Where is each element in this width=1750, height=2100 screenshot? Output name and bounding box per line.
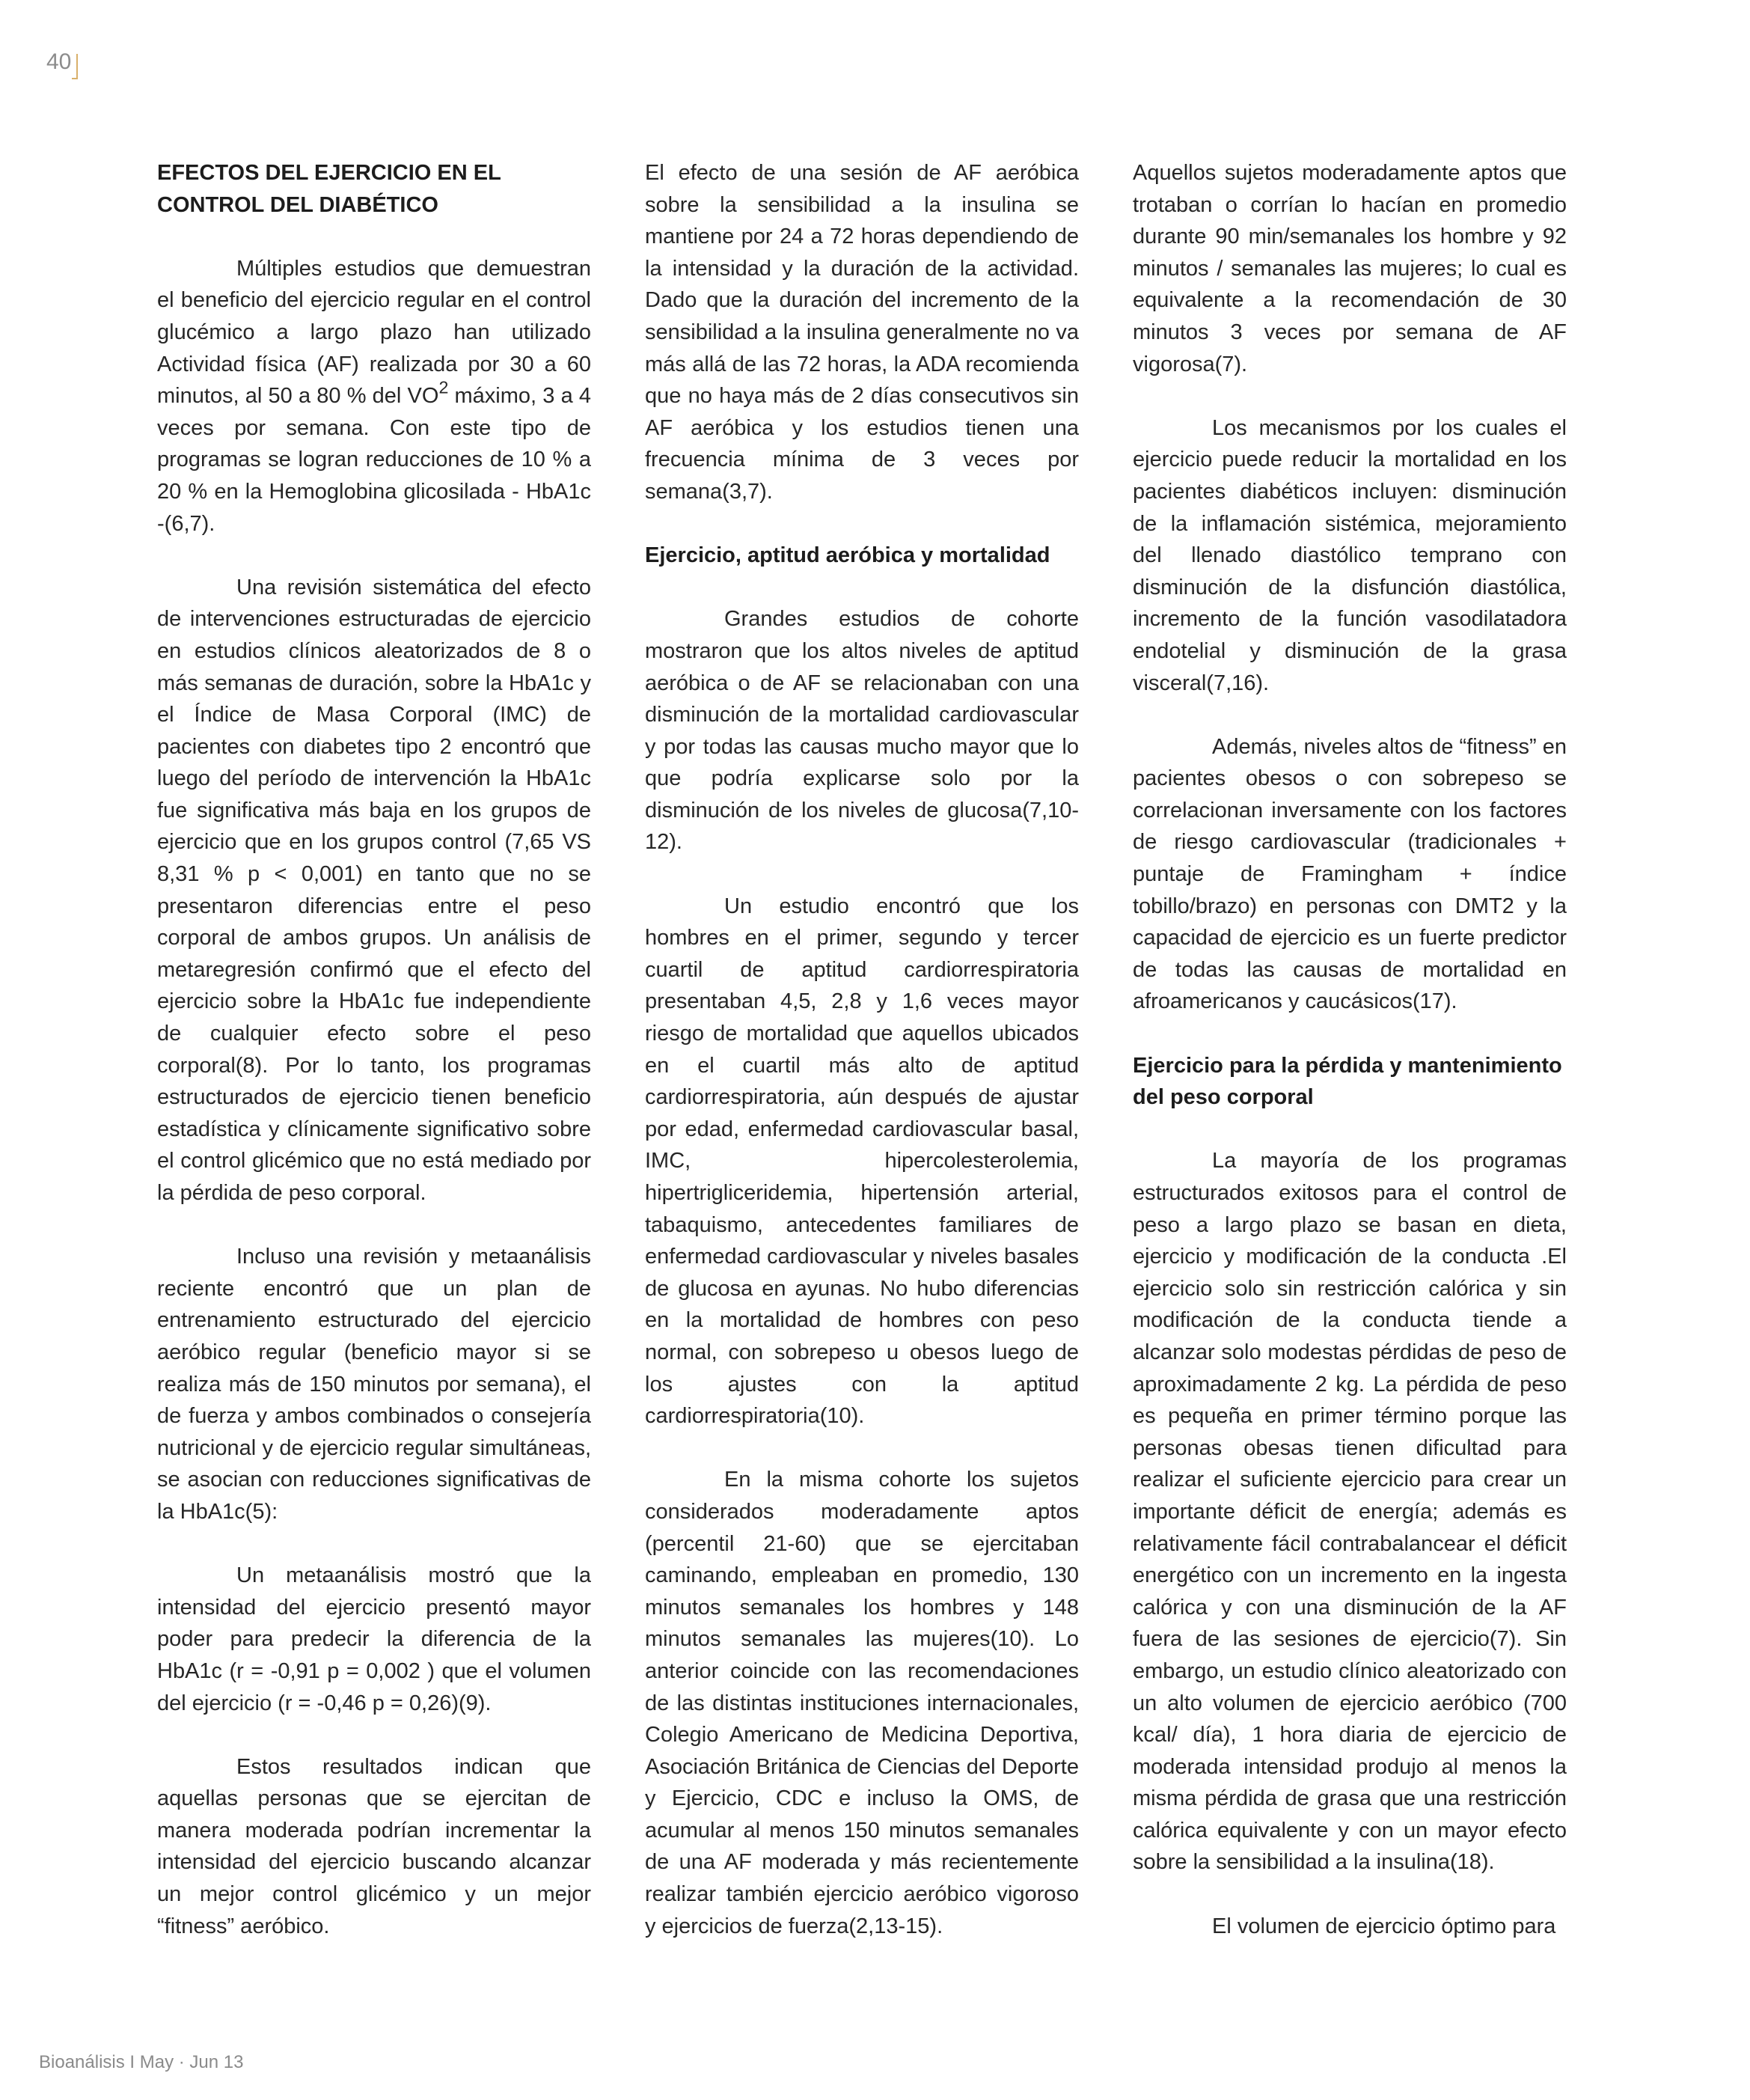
column-2 [645,157,1079,1974]
page-number-mark [72,54,78,79]
paragraph: En la misma cohorte los sujetos considerados moderadamente aptos (percentil 21-60) que se ejercitaban caminando, empleaban en promedio, 130 minutos semanales los hombres y 148 minutos semanales las mujeres(10). Lo anterior coincide con las recomendaciones de las distintas instituciones internacionales, Colegio Americano de Medicina Deportiva, Asociación Británica de Ciencias del Deporte y Ejercicio, CDC e incluso la OMS, de acumular al menos 150 minutos semanales de una AF moderada y más recientemente realizar también ejercicio aeróbico vigoroso y ejercicios de fuerza(2,13-15). [645,1468,1079,1938]
paragraph-text: máximo, 3 a 4 veces por semana. Con este tipo de programas se logran reducciones de 10 % a 20 % en la Hemoglobina glicosilada - HbA1c -(6,7). [157,384,592,536]
paragraph: El volumen de ejercicio óptimo para [1212,1914,1556,1938]
paragraph: La mayoría de los programas estructurados exitosos para el control de peso a largo plazo se basan en dieta, ejercicio y modificación de la conducta .El ejercicio solo sin restricción calórica y sin modificación de la conducta tiende a alcanzar solo modestas pérdidas de peso de aproximadamente 2 kg. La pérdida de peso es pequeña en primer término porque las personas obesas tienen dificultad para realizar el suficiente ejercicio para crear un importante déficit de energía; además es relativamente fácil contrabalancear el déficit energético con un incremento en la ingesta calórica y con una disminución de la AF fuera de las sesiones de ejercicio(7). Sin embargo, un estudio clínico aleatorizado con un alto volumen de ejercicio aeróbico (700 kcal/ día), 1 hora diaria de ejercicio de moderada intensidad produjo al menos la misma pérdida de grasa que una restricción calórica equivalente y con un mayor efecto sobre la sensibilidad a la insulina(18). [1133,1149,1567,1875]
paragraph: Una revisión sistemática del efecto de intervenciones estructuradas de ejercicio en estudios clínicos aleatorizados de 8 o más semanas de duración, sobre la HbA1c y el Índice de Masa Corporal (IMC) de pacientes con diabetes tipo 2 encontró que luego del período de intervención la HbA1c fue significativa más baja en los grupos de ejercicio que en los grupos control (7,65 VS 8,31 % p < 0,001) en tanto que no se presentaron diferencias entre el peso corporal de ambos grupos. Un análisis de metaregresión confirmó que el efecto del ejercicio sobre la HbA1c fue independiente de cualquier efecto sobre el peso corporal(8). Por lo tanto, los programas estructurados de ejercicio tienen beneficio estadística y clínicamente significativo sobre el control glicémico que no está mediado por la pérdida de peso corporal. [157,575,591,1205]
column-1 [157,157,591,1974]
paragraph: Un metaanálisis mostró que la intensidad del ejercicio presentó mayor poder para predecir la diferencia de la HbA1c (r = -0,91 p = 0,002 ) que el volumen del ejercicio (r = -0,46 p = 0,26)(9). [157,1563,591,1715]
paragraph: Incluso una revisión y metaanálisis reciente encontró que un plan de entrenamiento estructurado del ejercicio aeróbico regular (beneficio mayor si se realiza más de 150 minutos por semana), el de fuerza y ambos combinados o consejería nutricional y de ejercicio regular simultáneas, se asocian con reducciones significativas de la HbA1c(5): [157,1245,591,1524]
paragraph [157,253,591,540]
section-heading-efectos: EFECTOS DEL EJERCICIO EN EL CONTROL DEL DIABÉTICO [157,161,501,217]
section-heading-peso-corporal: Ejercicio para la pérdida y mantenimiento del peso corporal [1133,1053,1562,1110]
column-3 [1133,157,1567,1974]
superscript: 2 [438,377,449,397]
paragraph: Además, niveles altos de “fitness” en pacientes obesos o con sobrepeso se correlacionan inversamente con los factores de riesgo cardiovascular (tradicionales + puntaje de Framingham + índice tobillo/brazo) en personas con DMT2 y la capacidad de ejercicio es un fuerte predictor de todas las causas de mortalidad en afroamericanos y caucásicos(17). [1133,734,1567,1014]
footer: Bioanálisis I May · Jun 13 [39,2052,244,2072]
paragraph-text: Múltiples estudios que demuestran el beneficio del ejercicio regular en el control glucémico a largo plazo han utilizado Actividad física (AF) realizada por 30 a 60 minutos, al 50 a 80 % del VO [157,256,591,409]
page-number: 40 [46,49,72,74]
section-heading-mortalidad: Ejercicio, aptitud aeróbica y mortalidad [645,543,1050,568]
paragraph: El efecto de una sesión de AF aeróbica sobre la sensibilidad a la insulina se mantiene por 24 a 72 horas dependiendo de la intensidad y la duración de la actividad. Dado que la duración del incremento de la sensibilidad a la insulina generalmente no va más allá de las 72 horas, la ADA recomienda que no haya más de 2 días consecutivos sin AF aeróbica y los estudios tienen una frecuencia mínima de 3 veces por semana(3,7). [645,161,1079,504]
paragraph: Aquellos sujetos moderadamente aptos que trotaban o corrían lo hacían en promedio durante 90 min/semanales los hombre y 92 minutos / semanales las mujeres; lo cual es equivalente a la recomendación de 30 minutos 3 veces por semana de AF vigorosa(7). [1133,161,1567,376]
paragraph: Grandes estudios de cohorte mostraron que los altos niveles de aptitud aeróbica o de AF se relacionaban con una disminución de la mortalidad cardiovascular y por todas las causas mucho mayor que lo que podría explicarse solo por la disminución de los niveles de glucosa(7,10-12). [645,607,1079,855]
paragraph: Los mecanismos por los cuales el ejercicio puede reducir la mortalidad en los pacientes diabéticos incluyen: disminución de la inflamación sistémica, mejoramiento del llenado diastólico temprano con disminución de la disfunción diastólica, incremento de la función vasodilatadora endotelial y disminución de la grasa visceral(7,16). [1133,415,1567,695]
paragraph: Estos resultados indican que aquellas personas que se ejercitan de manera moderada podrían incrementar la intensidad del ejercicio buscando alcanzar un mejor control glicémico y un mejor “fitness” aeróbico. [157,1754,591,1938]
paragraph: Un estudio encontró que los hombres en el primer, segundo y tercer cuartil de aptitud cardiorrespiratoria presentaban 4,5, 2,8 y 1,6 veces mayor riesgo de mortalidad que aquellos ubicados en el cuartil más alto de aptitud cardiorrespiratoria, aún después de ajustar por edad, enfermedad cardiovascular basal, IMC, hipercolesterolemia, hipertrigliceridemia, hipertensión arterial, tabaquismo, antecedentes familiares de enfermedad cardiovascular y niveles basales de glucosa en ayunas. No hubo diferencias en la mortalidad de hombres con peso normal, con sobrepeso u obesos luego de los ajustes con la aptitud cardiorrespiratoria(10). [645,894,1079,1429]
